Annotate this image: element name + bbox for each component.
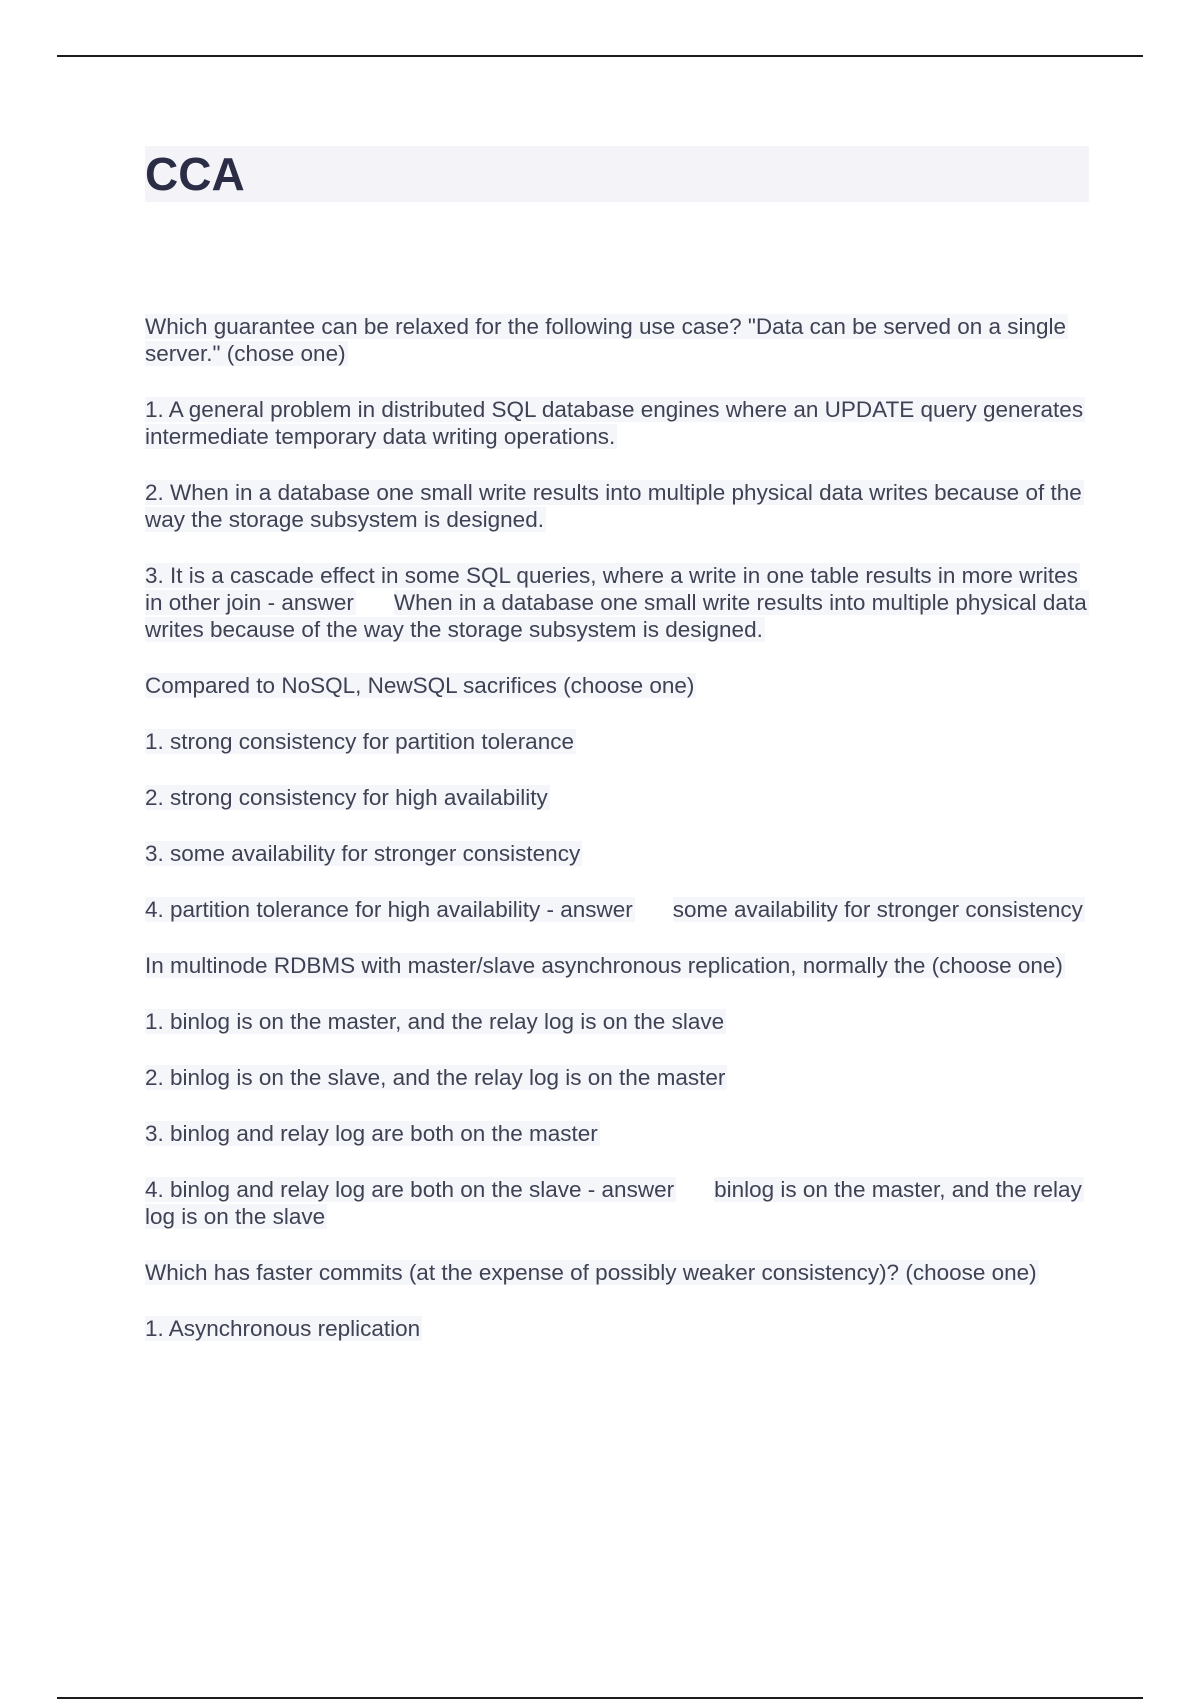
option-item: 3. some availability for stronger consistency — [145, 841, 581, 866]
document-body — [145, 313, 1090, 1371]
question-text: In multinode RDBMS with master/slave asynchronous replication, normally the (choose one) — [145, 953, 1063, 978]
document-title: CCA — [145, 148, 245, 200]
title-band — [145, 146, 1089, 202]
question-4 — [145, 1259, 1090, 1286]
answer-text: binlog is on the master, and the relay log is on the slave — [145, 1177, 1082, 1229]
option-with-answer: 3. It is a cascade effect in some SQL queries, where a write in one table results in more writes in other join - answer When in a database one small write results into multiple physical data writes because of the way the storage subsystem is designed. — [145, 563, 1087, 642]
option-item: 1. Asynchronous replication — [145, 1316, 421, 1341]
question-text: Compared to NoSQL, NewSQL sacrifices (choose one) — [145, 673, 695, 698]
bottom-rule — [57, 1697, 1143, 1699]
option-item: 1. strong consistency for partition tolerance — [145, 729, 574, 754]
option-item: 2. strong consistency for high availability — [145, 785, 548, 810]
option-item: 2. When in a database one small write results into multiple physical data writes because of the way the storage subsystem is designed. — [145, 480, 1082, 532]
option-with-answer: 4. partition tolerance for high availability - answer some availability for stronger consistency — [145, 897, 1083, 922]
answer-text: When in a database one small write results into multiple physical data writes because of the way the storage subsystem is designed. — [145, 590, 1087, 642]
option-item: 1. binlog is on the master, and the relay log is on the slave — [145, 1009, 725, 1034]
option-item: 3. binlog and relay log are both on the master — [145, 1121, 598, 1146]
answer-text: some availability for stronger consistency — [672, 897, 1083, 922]
question-1 — [145, 313, 1090, 367]
question-text: Which has faster commits (at the expense of possibly weaker consistency)? (choose one) — [145, 1260, 1037, 1285]
question-3 — [145, 952, 1090, 979]
option-item: 2. binlog is on the slave, and the relay log is on the master — [145, 1065, 726, 1090]
option-item: 1. A general problem in distributed SQL database engines where an UPDATE query generates intermediate temporary data writing operations. — [145, 397, 1084, 449]
top-rule — [57, 55, 1143, 57]
option-with-answer: 4. binlog and relay log are both on the slave - answer binlog is on the master, and the relay log is on the slave — [145, 1177, 1082, 1229]
question-2 — [145, 672, 1090, 699]
question-text: Which guarantee can be relaxed for the following use case? "Data can be served on a single server." (chose one) — [145, 314, 1067, 366]
